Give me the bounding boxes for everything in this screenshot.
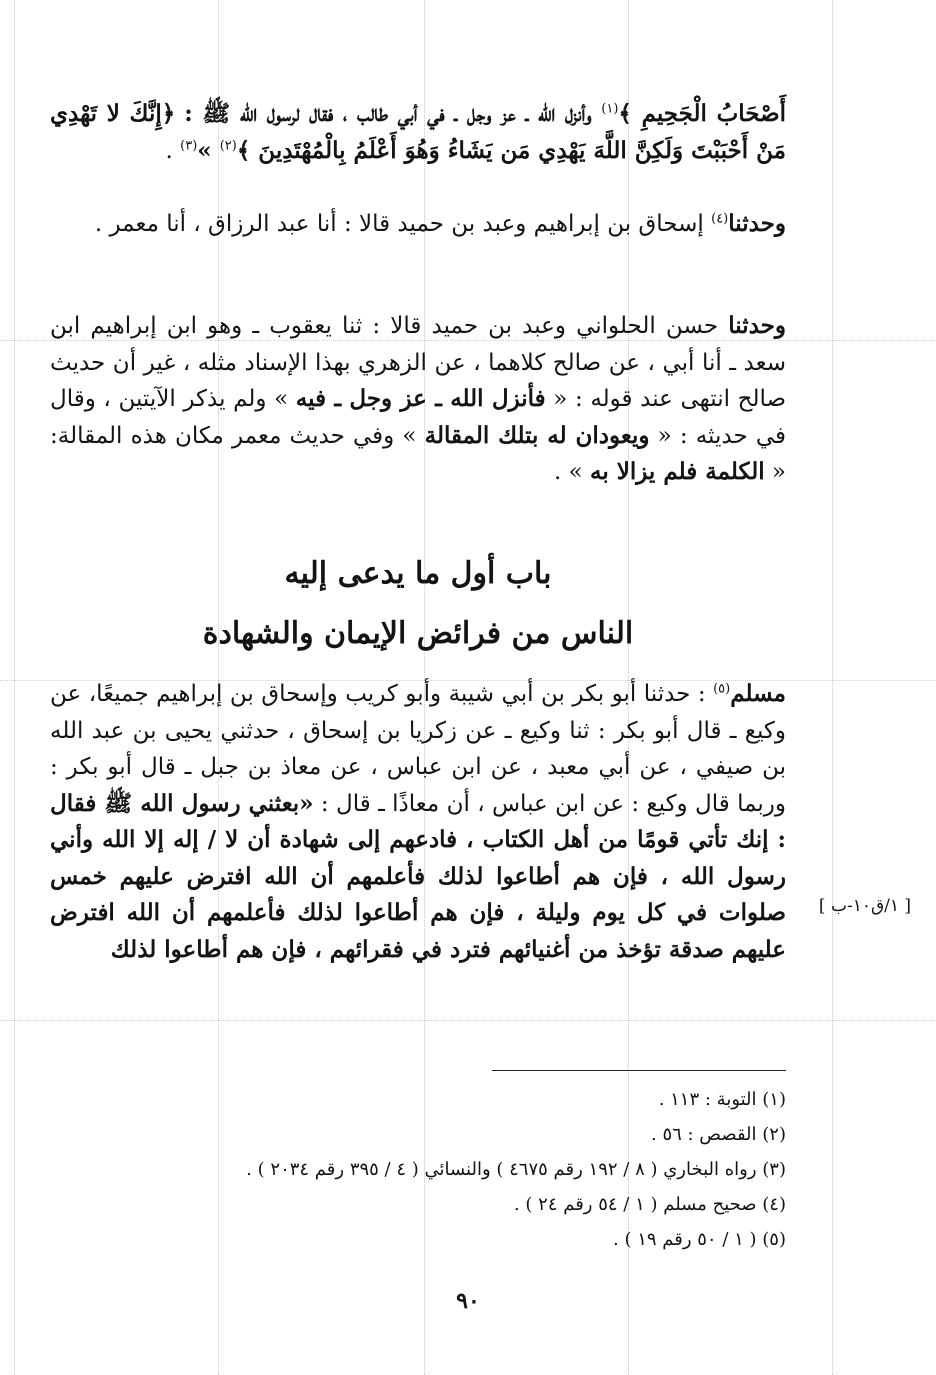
isnad-text: » وفي حديث معمر مكان هذه المقالة: «	[50, 422, 786, 485]
footnote-ref: (٢)	[219, 137, 237, 153]
footnote-ref: (٣)	[180, 137, 198, 153]
footnote-item: (٢) القصص : ٥٦ .	[650, 1124, 786, 1145]
footnote-ref: (٥)	[713, 681, 731, 697]
quoted-phrase: فأنزل الله ـ عز وجل ـ فيه	[295, 385, 546, 412]
lead-word: مسلم	[730, 680, 786, 707]
narration-text: وأنزل الله ـ عز وجل ـ في أبي طالب ، فقال لرسول الله ﷺ :	[184, 100, 602, 127]
verse-text: ﴿إِنَّكَ لا تَهْدِي مَنْ أَحْبَبْتَ وَلَكِنَّ اللَّهَ يَهْدِي مَن يَشَاءُ وَهُوَ أَعْلَمُ بِالْمُهْتَدِينَ ﴾	[50, 100, 786, 164]
isnad-text: إسحاق بن إبراهيم وعبد بن حميد قالا : أنا عبد الرزاق ، أنا معمر .	[94, 211, 712, 237]
page-number: ٩٠	[456, 1288, 480, 1314]
lead-word: وحدثنا	[728, 312, 786, 339]
lead-word: وحدثنا	[728, 210, 786, 237]
grid-line	[14, 0, 15, 1375]
verse-text: أَصْحَابُ الْجَحِيمِ ﴾	[618, 100, 787, 127]
period: .	[165, 137, 181, 164]
quote-close: »	[197, 136, 220, 164]
footnotes-list	[50, 1082, 786, 1257]
manuscript-folio-note: [ ١/ق١٠-ب ]	[818, 896, 912, 916]
hadith-matn: «بعثني رسول الله ﷺ فقال : إنك تأتي قومًا من أهل الكتاب ، فادعهم إلى شهادة أن لا / إله إلا الله وأني رسول الله ، فإن هم أطاعوا لذلك فأعلمهم أن الله افترض عليهم خمس صلوات في كل يوم وليلة ، فإن هم أطاعوا لذلك فأعلمهم أن الله افترض عليهم صدقة تؤخذ من أغنيائهم فترد في فقرائهم ، فإن هم أطاعوا لذلك	[50, 789, 786, 963]
isnad-text: » ولم يذكر الآيتين ، وقال في حديثه : «	[50, 386, 786, 449]
grid-line	[832, 0, 833, 1375]
paragraph-verse	[50, 96, 786, 169]
quoted-phrase: ويعودان له بتلك المقالة	[424, 421, 650, 449]
footnote-item: (٥) ( ١ / ٥٠ رقم ١٩ ) .	[613, 1229, 786, 1250]
footnote-item: (١) التوبة : ١١٣ .	[658, 1089, 786, 1110]
paragraph-hadith	[50, 676, 786, 968]
footnote-item: (٤) صحيح مسلم ( ١ / ٥٤ رقم ٢٤ ) .	[513, 1194, 786, 1215]
quoted-phrase: الكلمة فلم يزالا به	[589, 458, 765, 485]
footnote-ref: (٤)	[711, 211, 729, 227]
isnad-text: حسن الحلواني وعبد بن حميد قالا : ثنا يعقوب ـ وهو ابن إبراهيم ابن سعد ـ أنا أبي ، عن صالح كلاهما ، عن الزهري بهذا الإسناد مثله ، غير أن حديث صالح انتهى عند قوله : «	[50, 313, 786, 412]
isnad-text: : حدثنا أبو بكر بن أبي شيبة وأبو كريب وإسحاق بن إبراهيم جميعًا، عن وكيع ـ قال أبو بكر : ثنا وكيع ـ عن زكريا بن إسحاق ، حدثني يحيى بن عبد الله بن صيفي ، عن أبي معبد ، عن ابن عباس ، عن معاذ بن جبل ـ قال أبو بكر : وربما قال وكيع : عن ابن عباس ، أن معاذًا ـ قال :	[50, 681, 786, 817]
footnote-ref: (١)	[601, 101, 619, 117]
footnote-item: (٣) رواه البخاري ( ٨ / ١٩٢ رقم ٤٦٧٥ ) والنسائي ( ٤ / ٣٩٥ رقم ٢٠٣٤ ) .	[246, 1159, 786, 1180]
paragraph-isnad-2	[50, 308, 786, 491]
footnote-separator	[492, 1070, 786, 1071]
chapter-title-line-2: الناس من فرائض الإيمان والشهادة	[202, 616, 634, 651]
grid-line	[0, 1020, 936, 1021]
isnad-text: » .	[553, 459, 590, 485]
paragraph-isnad-1	[50, 206, 786, 243]
chapter-title-line-1: باب أول ما يدعى إليه	[284, 556, 552, 591]
